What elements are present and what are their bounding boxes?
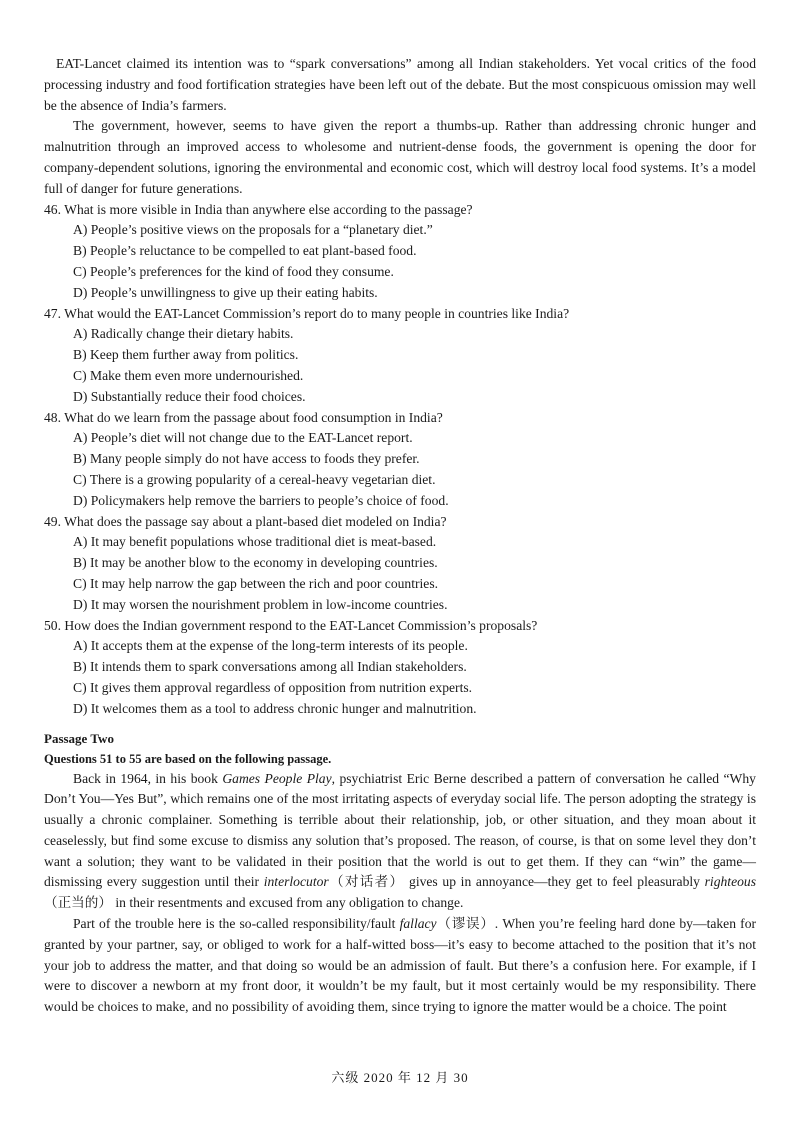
question-stem: 48. What do we learn from the passage about food consumption in India?	[44, 409, 443, 425]
answer-option: D) People’s unwillingness to give up their eating habits.	[73, 284, 378, 300]
answer-option: D) It may worsen the nourishment problem in low-income countries.	[73, 596, 448, 612]
answer-option: B) People’s reluctance to be compelled to eat plant-based food.	[73, 243, 417, 259]
vocab-term: righteous	[704, 874, 756, 890]
answer-option: C) Make them even more undernourished.	[73, 367, 304, 383]
text-run: Part of the trouble here is the so-called responsibility/fault	[73, 916, 400, 932]
vocab-gloss: （正当的）	[44, 895, 112, 911]
book-title: Games People Play	[222, 770, 332, 786]
passage-two-instruction: Questions 51 to 55 are based on the following passage.	[44, 751, 332, 766]
question-stem: 49. What does the passage say about a plant-based diet modeled on India?	[44, 513, 447, 529]
text-run: . When you’re feeling hard done by—taken for granted by your partner, say, or obliged to work for a half-witted boss—it’s easy to become attached to the position that it’s not your job to address the matter, and that doing so would be an admission of fault. But there’s a confusion here. For example, if I were to discover a newborn at my front door, it wouldn’t be my fault, but it most certainly would be my responsibility. There would be choices to make, and no possibility of avoiding them, since trying to ignore the matter would be a choice. The point	[44, 916, 757, 1015]
answer-option: A) It may benefit populations whose traditional diet is meat-based.	[73, 534, 437, 550]
answer-option: D) Policymakers help remove the barriers to people’s choice of food.	[73, 492, 449, 508]
passage-two-title: Passage Two	[44, 730, 114, 746]
question-stem: 46. What is more visible in India than anywhere else according to the passage?	[44, 201, 473, 217]
question-49	[44, 512, 756, 616]
answer-option: B) It may be another blow to the economy in developing countries.	[73, 555, 438, 571]
vocab-term: interlocutor	[263, 874, 329, 890]
passage-two-paragraph	[44, 769, 756, 915]
page-footer: 六级 2020 年 12 月 30	[331, 1070, 469, 1085]
passage-one-paragraph: EAT-Lancet claimed its intention was to “spark conversations” among all Indian stakeholders. Yet vocal critics of the food processing industry and food fortification strategies have been left out of the debate. But the most conspicuous omission may well be the absence of India’s farmers.	[44, 56, 756, 113]
answer-option: D) Substantially reduce their food choices.	[73, 388, 306, 404]
answer-option: A) People’s positive views on the proposals for a “planetary diet.”	[73, 222, 433, 238]
answer-option: C) It gives them approval regardless of opposition from nutrition experts.	[73, 679, 473, 695]
text-run: gives up in annoyance—they get to feel pleasurably	[404, 874, 705, 890]
answer-option: A) Radically change their dietary habits.	[73, 326, 294, 342]
text-run: Back in 1964, in his book	[73, 770, 223, 786]
page-content	[44, 54, 756, 1018]
vocab-gloss: （对话者）	[328, 874, 405, 890]
question-47	[44, 304, 756, 408]
question-50	[44, 616, 756, 720]
answer-option: D) It welcomes them as a tool to address chronic hunger and malnutrition.	[73, 700, 477, 716]
passage-two-paragraph	[44, 914, 756, 1018]
answer-option: C) There is a growing popularity of a cereal-heavy vegetarian diet.	[73, 471, 436, 487]
answer-option: B) It intends them to spark conversations among all Indian stakeholders.	[73, 659, 467, 675]
vocab-term: fallacy	[399, 916, 437, 932]
answer-option: B) Keep them further away from politics.	[73, 347, 299, 363]
text-run: in their resentments and excused from any obligation to change.	[111, 895, 464, 911]
text-run: , psychiatrist Eric Berne described a pattern of conversation he called “Why Don’t You—Yes But”, which remains one of the most irritating aspects of everyday social life. The person adopting the strategy is usually a chronic complainer. Something is terrible about their relationship, job, or other situation, and they moan about it ceaselessly, but find some excuse to dismiss any solution that’s proposed. The reason, of course, is that on some level they don’t want a solution; they want to be validated in their position that the world is out to get them. If they can “win” the game—dismissing every suggestion until their	[44, 770, 756, 890]
answer-option: B) Many people simply do not have access to foods they prefer.	[73, 451, 420, 467]
question-stem: 50. How does the Indian government respond to the EAT-Lancet Commission’s proposals?	[44, 617, 538, 633]
answer-option: A) It accepts them at the expense of the long-term interests of its people.	[73, 638, 468, 654]
answer-option: C) People’s preferences for the kind of food they consume.	[73, 263, 394, 279]
question-46	[44, 200, 756, 304]
answer-option: C) It may help narrow the gap between the rich and poor countries.	[73, 575, 439, 591]
answer-option: A) People’s diet will not change due to the EAT-Lancet report.	[73, 430, 413, 446]
vocab-gloss: （谬误）	[436, 916, 495, 932]
passage-one-paragraph: The government, however, seems to have given the report a thumbs-up. Rather than addressing chronic hunger and malnutrition through an improved access to wholesome and nutrient-dense foods, the government is opening the door for company-dependent solutions, ignoring the environmental and economic cost, which will destroy local food systems. It’s a model full of danger for future generations.	[44, 118, 756, 196]
question-48	[44, 408, 756, 512]
question-stem: 47. What would the EAT-Lancet Commission’s report do to many people in countries like India?	[44, 305, 570, 321]
